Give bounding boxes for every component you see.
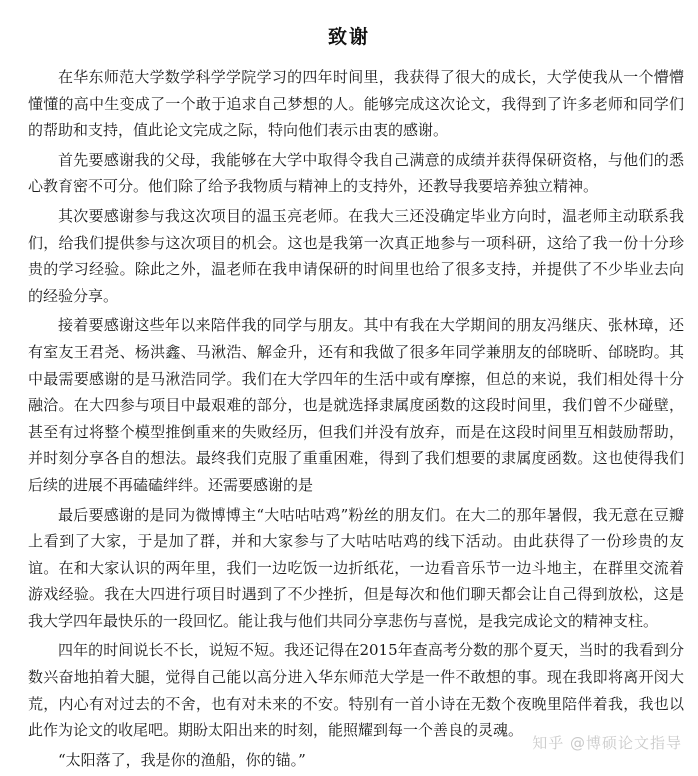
paragraph-closing: 四年的时间说长不长，说短不短。我还记得在2015年查高考分数的那个夏天，当时的我看到分数兴奋地拍着大腿，觉得自己能以高分进入华东师范大学是一件不敢想的事。现在我即将离开闵大荒，内心有对过去的不舍，也有对未来的不安。特别有一首小诗在无数个夜晚里陪伴着我，我也以此作为论文的收尾吧。期盼太阳出来的时刻，能照耀到每一个善良的灵魂。 [28,641,684,740]
page-title: 致谢 [327,26,370,48]
paragraph-poem: “太阳落了，我是你的渔船，你的锚。” [58,750,306,769]
paragraph-friends: 接着要感谢这些年以来陪伴我的同学与朋友。其中有我在大学期间的朋友冯继庆、张林璋，还有室友王君尧、杨洪鑫、马湫浩、解金升，还有和我做了很多年同学兼朋友的邰晓昕、邰晓昀。其中最需要感谢的是马湫浩同学。我们在大学四年的生活中或有摩擦，但总的来说，我们相处得十分融洽。在大四参与项目中最艰难的部分，也是就选择隶属度函数的这段时间里，我们曾不少碰壁，甚至有过将整个模型推倒重来的失败经历，但我们并没有放弃，而是在这段时间里互相鼓励帮助，并时刻分享各自的想法。最终我们克服了重重困难，得到了我们想要的隶属度函数。这也使得我们后续的进展不再磕磕绊绊。还需要感谢的是 [28,316,684,494]
paragraph-parents: 首先要感谢我的父母，我能够在大学中取得令我自己满意的成绩并获得保研资格，与他们的悉心教育密不可分。他们除了给予我物质与精神上的支持外，还教导我要培养独立精神。 [28,150,684,196]
document-body [28,64,684,776]
paragraph-weibo-friends: 最后要感谢的是同为微博博主“大咕咕咕鸡”粉丝的朋友们。在大二的那年暑假，我无意在豆瓣上看到了大家，于是加了群，并和大家参与了大咕咕咕鸡的线下活动。由此获得了一份珍贵的友谊。在和大家认识的两年里，我们一边吃饭一边折纸花，一边看音乐节一边斗地主，在群里交流着游戏经验。我在大四进行项目时遇到了不少挫折，但是每次和他们聊天都会让自己得到放松，这是我大学四年最快乐的一段回忆。能让我与他们共同分享悲伤与喜悦，是我完成论文的精神支柱。 [28,505,684,630]
paragraph-intro: 在华东师范大学数学科学学院学习的四年时间里，我获得了很大的成长，大学使我从一个懵懵懂懂的高中生变成了一个敢于追求自己梦想的人。能够完成这次论文，我得到了许多老师和同学们的帮助和支持，值此论文完成之际，特向他们表示由衷的感谢。 [28,68,684,140]
zhihu-watermark: 知乎 @博硕论文指导 [532,734,682,752]
paragraph-advisor: 其次要感谢参与我这次项目的温玉亮老师。在我大三还没确定毕业方向时，温老师主动联系我们，给我们提供参与这次项目的机会。这也是我第一次真正地参与一项科研，这给了我一份十分珍贵的学习经验。除此之外，温老师在我申请保研的时间里也给了很多支持，并提供了不少毕业去向的经验分享。 [28,206,684,305]
